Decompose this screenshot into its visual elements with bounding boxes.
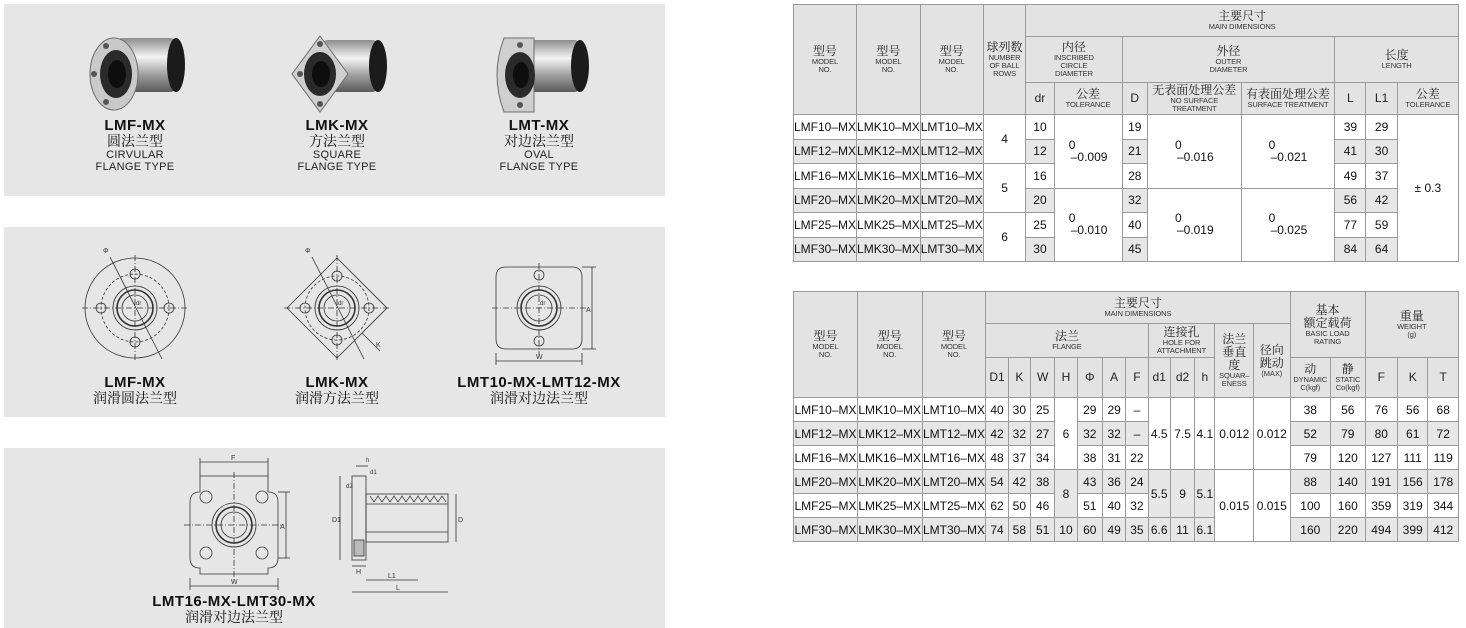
dr-label: dr	[540, 301, 546, 307]
model-cell: LMT12–MX	[922, 422, 986, 446]
model-header: 型号 MODEL NO.	[922, 292, 986, 398]
d1-cell: 54	[986, 470, 1008, 494]
product-name-cn: 方法兰型	[309, 133, 365, 149]
w-label: W	[536, 354, 543, 361]
no-surface-tolerance-header: 无表面处理公差 NO SURFACE TREATMENT	[1147, 83, 1241, 115]
d1-cell: 42	[986, 422, 1008, 446]
model-cell: LMK12–MX	[857, 422, 922, 446]
model-cell: LMF30–MX	[794, 518, 858, 542]
d-cell: 40	[1122, 213, 1147, 238]
a-cell: 49	[1102, 518, 1125, 542]
lmt-large-drawing	[134, 452, 334, 625]
model-cell: LMK10–MX	[857, 398, 922, 422]
dr-cell: 25	[1026, 213, 1054, 238]
table-row	[794, 188, 1459, 213]
phi-header: Φ	[1077, 358, 1102, 398]
w-cell: 51	[1031, 518, 1055, 542]
dr-cell: 30	[1026, 237, 1054, 262]
product-model: LMF-MX	[104, 374, 166, 391]
product-type-en: OVAL	[524, 149, 554, 161]
table-row	[794, 115, 1459, 140]
static-load-cell: 140	[1331, 470, 1365, 494]
w-cell: 38	[1031, 470, 1055, 494]
product-name-cn: 润滑方法兰型	[295, 390, 379, 406]
a-label: A	[280, 524, 285, 531]
weight-t-header: T	[1428, 358, 1459, 398]
front-view-drawing-panel	[4, 227, 665, 417]
phi-cell: 60	[1077, 518, 1102, 542]
dynamic-load-cell: 160	[1290, 518, 1331, 542]
l-cell: 39	[1335, 115, 1366, 140]
static-load-cell: 160	[1331, 494, 1365, 518]
model-cell: LMF25–MX	[794, 494, 858, 518]
no-surface-tolerance-cell: 0 –0.019	[1147, 188, 1241, 262]
model-cell: LMF12–MX	[794, 422, 858, 446]
phi-cell: 38	[1077, 446, 1102, 470]
dynamic-load-cell: 38	[1290, 398, 1331, 422]
lmf-product	[60, 28, 210, 173]
d-cell: 19	[1122, 115, 1147, 140]
a-cell: 29	[1102, 398, 1125, 422]
hole-d2-cell: 11	[1170, 518, 1194, 542]
length-tolerance-header: 公差 TOLERANCE	[1397, 83, 1458, 115]
model-cell: LMK30–MX	[857, 237, 921, 262]
f-cell: –	[1126, 422, 1148, 446]
static-load-cell: 220	[1331, 518, 1365, 542]
model-cell: LMK25–MX	[857, 213, 921, 238]
model-header: 型号 MODEL NO.	[794, 292, 858, 398]
product-name-cn: 润滑对边法兰型	[185, 609, 283, 625]
model-cell: LMT30–MX	[920, 237, 983, 262]
f-cell: –	[1126, 398, 1148, 422]
d1-small-label: d1	[370, 470, 377, 476]
product-name-cn: 圆法兰型	[107, 133, 163, 149]
dynamic-load-cell: 88	[1290, 470, 1331, 494]
product-model: LMF-MX	[104, 117, 166, 134]
w-header: W	[1031, 358, 1055, 398]
dr-label: dr	[338, 301, 344, 307]
weight-k-header: K	[1397, 358, 1427, 398]
weight-t-cell: 178	[1428, 470, 1459, 494]
k-header: K	[1008, 358, 1030, 398]
model-cell: LMK20–MX	[857, 188, 921, 213]
h-header: H	[1055, 358, 1077, 398]
w-label: W	[231, 579, 238, 586]
dr-cell: 16	[1026, 164, 1054, 189]
l-cell: 41	[1335, 139, 1366, 164]
h-cell: 8	[1055, 470, 1077, 518]
model-cell: LMT16–MX	[920, 164, 983, 189]
table-row	[794, 470, 1459, 494]
lmk-front-view-drawing	[272, 235, 402, 375]
model-cell: LMK16–MX	[857, 164, 921, 189]
hole-h-cell: 6.1	[1195, 518, 1215, 542]
l1-header: L1	[1366, 83, 1397, 115]
ball-rows-cell: 4	[983, 115, 1026, 164]
lmt-bearing-photo	[484, 28, 594, 118]
hole-d1-cell: 6.6	[1148, 518, 1170, 542]
weight-f-cell: 80	[1365, 422, 1397, 446]
l-header: L	[1335, 83, 1366, 115]
main-dimensions-header: 主要尺寸 MAIN DIMENSIONS	[986, 292, 1290, 324]
d-cell: 21	[1122, 139, 1147, 164]
l1-cell: 64	[1366, 237, 1397, 262]
model-cell: LMK12–MX	[857, 139, 921, 164]
model-header: 型号 MODEL NO.	[794, 5, 857, 115]
model-header: 型号 MODEL NO.	[920, 5, 983, 115]
model-cell: LMT20–MX	[922, 470, 986, 494]
model-cell: LMF20–MX	[794, 188, 857, 213]
no-surface-tolerance-cell: 0 –0.016	[1147, 115, 1241, 189]
l-cell: 84	[1335, 237, 1366, 262]
product-type-en: FLANGE TYPE	[297, 161, 377, 173]
k-label: K	[376, 342, 381, 349]
model-cell: LMT25–MX	[920, 213, 983, 238]
dimension-table	[793, 4, 1459, 262]
l-label: L	[396, 585, 400, 592]
d1-cell: 62	[986, 494, 1008, 518]
product-model: LMT-MX	[508, 117, 570, 134]
hole-h-cell: 5.1	[1195, 470, 1215, 518]
model-cell: LMF20–MX	[794, 470, 858, 494]
model-cell: LMK30–MX	[857, 518, 922, 542]
model-cell: LMK20–MX	[857, 470, 922, 494]
table-row	[794, 494, 1459, 518]
k-cell: 30	[1008, 398, 1030, 422]
lmt-small-drawing	[444, 235, 634, 406]
model-header: 型号 MODEL NO.	[857, 292, 922, 398]
weight-k-cell: 399	[1397, 518, 1427, 542]
lmf-bearing-photo	[80, 28, 190, 118]
l1-cell: 29	[1366, 115, 1397, 140]
hole-h-header: h	[1195, 358, 1215, 398]
radial-runout-cell: 0.015	[1254, 470, 1291, 542]
phi-label: Φ	[103, 248, 109, 255]
model-cell: LMT16–MX	[922, 446, 986, 470]
hole-d2-cell: 9	[1170, 470, 1194, 518]
product-type-en: SQUARE	[312, 149, 362, 161]
lmf-front-view-drawing	[70, 235, 200, 375]
model-cell: LMF16–MX	[794, 164, 857, 189]
weight-f-cell: 127	[1365, 446, 1397, 470]
weight-k-cell: 111	[1397, 446, 1427, 470]
d1-cell: 40	[986, 398, 1008, 422]
table-row	[794, 422, 1459, 446]
table-row	[794, 213, 1459, 238]
d1-cell: 74	[986, 518, 1008, 542]
l1-cell: 59	[1366, 213, 1397, 238]
k-cell: 58	[1008, 518, 1030, 542]
weight-t-cell: 72	[1428, 422, 1459, 446]
main-dimensions-header: 主要尺寸 MAIN DIMENSIONS	[1026, 5, 1459, 37]
length-header: 长度 LENGTH	[1335, 37, 1459, 83]
l1-cell: 42	[1366, 188, 1397, 213]
product-name-cn: 润滑对边法兰型	[490, 390, 588, 406]
hole-d2-header: d2	[1170, 358, 1194, 398]
surface-tolerance-cell: 0 –0.021	[1241, 115, 1335, 189]
radial-runout-cell: 0.012	[1254, 398, 1291, 470]
flange-header: 法兰 FLANGE	[986, 324, 1148, 358]
d1-header: D1	[986, 358, 1008, 398]
lmt-front-view-drawing	[474, 235, 604, 375]
a-cell: 36	[1102, 470, 1125, 494]
length-tolerance-cell: ± 0.3	[1397, 115, 1458, 262]
hole-h-cell: 4.1	[1195, 398, 1215, 470]
hole-d1-cell: 5.5	[1148, 470, 1170, 518]
h-label: H	[356, 569, 362, 576]
table-row	[794, 237, 1459, 262]
f-header: F	[1126, 358, 1148, 398]
product-model: LMK-MX	[305, 117, 369, 134]
product-type-en: FLANGE TYPE	[499, 161, 579, 173]
phi-cell: 51	[1077, 494, 1102, 518]
model-cell: LMT20–MX	[920, 188, 983, 213]
weight-f-cell: 359	[1365, 494, 1397, 518]
d-cell: 45	[1122, 237, 1147, 262]
f-cell: 32	[1126, 494, 1148, 518]
dr-label: dr	[136, 301, 142, 307]
model-header: 型号 MODEL NO.	[857, 5, 921, 115]
f-cell: 35	[1126, 518, 1148, 542]
weight-f-cell: 191	[1365, 470, 1397, 494]
model-cell: LMF25–MX	[794, 213, 857, 238]
product-type-en: FLANGE TYPE	[95, 161, 175, 173]
squareness-cell: 0.015	[1215, 470, 1254, 542]
model-cell: LMF10–MX	[794, 398, 858, 422]
table-row	[794, 139, 1459, 164]
static-load-header: 静 STATIC Co(kgf)	[1331, 358, 1365, 398]
a-label: A	[586, 307, 591, 314]
static-load-cell: 120	[1331, 446, 1365, 470]
phi-label: Φ	[305, 248, 311, 255]
model-cell: LMF30–MX	[794, 237, 857, 262]
l1-cell: 30	[1366, 139, 1397, 164]
lmk-product	[262, 28, 412, 173]
inner-diameter-header: 内径 INSCRIBED CIRCLE DIAMETER	[1026, 37, 1122, 83]
model-cell: LMT30–MX	[922, 518, 986, 542]
product-model: LMT10-MX-LMT12-MX	[457, 374, 621, 391]
model-cell: LMT10–MX	[920, 115, 983, 140]
product-name-cn: 润滑圆法兰型	[93, 390, 177, 406]
l1-label: L1	[388, 573, 396, 580]
dr-cell: 10	[1026, 115, 1054, 140]
table-row	[794, 518, 1459, 542]
tolerance-header: 公差 TOLERANCE	[1054, 83, 1122, 115]
f-cell: 24	[1126, 470, 1148, 494]
dr-header: dr	[1026, 83, 1054, 115]
dr-cell: 20	[1026, 188, 1054, 213]
d-cell: 32	[1122, 188, 1147, 213]
f-label: F	[231, 455, 236, 462]
l-cell: 56	[1335, 188, 1366, 213]
d-cell: 28	[1122, 164, 1147, 189]
k-cell: 37	[1008, 446, 1030, 470]
product-photo-panel	[4, 4, 665, 196]
weight-t-cell: 412	[1428, 518, 1459, 542]
dr-cell: 12	[1026, 139, 1054, 164]
surface-tolerance-cell: 0 –0.025	[1241, 188, 1335, 262]
product-model: LMT16-MX-LMT30-MX	[152, 593, 316, 610]
w-cell: 34	[1031, 446, 1055, 470]
static-load-cell: 79	[1331, 422, 1365, 446]
model-cell: LMK25–MX	[857, 494, 922, 518]
hole-d1-cell: 4.5	[1148, 398, 1170, 470]
product-name-cn: 对边法兰型	[504, 133, 574, 149]
lmt-large-front-view-drawing	[174, 452, 294, 594]
l-cell: 49	[1335, 164, 1366, 189]
table-row	[794, 446, 1459, 470]
product-model: LMK-MX	[305, 374, 369, 391]
w-cell: 27	[1031, 422, 1055, 446]
d-header: D	[1122, 83, 1147, 115]
w-cell: 46	[1031, 494, 1055, 518]
a-cell: 40	[1102, 494, 1125, 518]
squareness-header: 法兰 垂直 度 SQUAR– ENESS	[1215, 324, 1254, 398]
side-section-drawing	[326, 452, 476, 602]
weight-header: 重量 WEIGHT (g)	[1365, 292, 1458, 358]
weight-t-cell: 68	[1428, 398, 1459, 422]
a-cell: 32	[1102, 422, 1125, 446]
attachment-hole-header: 连接孔 HOLE FOR ATTACHMENT	[1148, 324, 1215, 358]
weight-f-header: F	[1365, 358, 1397, 398]
lmt-product	[464, 28, 614, 173]
f-cell: 22	[1126, 446, 1148, 470]
static-load-cell: 56	[1331, 398, 1365, 422]
d1-cell: 48	[986, 446, 1008, 470]
lmt-section-drawing	[326, 452, 476, 602]
d2-label: d2	[346, 484, 353, 490]
k-cell: 32	[1008, 422, 1030, 446]
phi-cell: 29	[1077, 398, 1102, 422]
a-header: A	[1102, 358, 1125, 398]
w-cell: 25	[1031, 398, 1055, 422]
dynamic-load-cell: 79	[1290, 446, 1331, 470]
weight-k-cell: 319	[1397, 494, 1427, 518]
load-rating-header: 基本 额定载荷 BASIC LOAD RATING	[1290, 292, 1365, 358]
lmk-bearing-photo	[282, 28, 392, 118]
dr-tolerance-cell: 0 –0.010	[1054, 188, 1122, 262]
model-cell: LMF12–MX	[794, 139, 857, 164]
weight-t-cell: 344	[1428, 494, 1459, 518]
flange-load-weight-table	[793, 291, 1459, 542]
detail-drawing-panel	[4, 448, 665, 628]
dynamic-load-cell: 100	[1290, 494, 1331, 518]
l-cell: 77	[1335, 213, 1366, 238]
d1-outer-label: D1	[332, 517, 341, 524]
table-row	[794, 164, 1459, 189]
radial-runout-header: 径向 跳动 (MAX)	[1254, 324, 1291, 398]
hole-d2-cell: 7.5	[1170, 398, 1194, 470]
model-cell: LMK10–MX	[857, 115, 921, 140]
weight-k-cell: 156	[1397, 470, 1427, 494]
squareness-cell: 0.012	[1215, 398, 1254, 470]
model-cell: LMK16–MX	[857, 446, 922, 470]
ball-rows-cell: 6	[983, 213, 1026, 262]
weight-f-cell: 494	[1365, 518, 1397, 542]
lmf-drawing	[60, 235, 210, 406]
hole-d1-header: d1	[1148, 358, 1170, 398]
weight-k-cell: 56	[1397, 398, 1427, 422]
h-cell: 6	[1055, 398, 1077, 470]
phi-cell: 32	[1077, 422, 1102, 446]
model-cell: LMT25–MX	[922, 494, 986, 518]
h-small-label: h	[366, 458, 370, 464]
dr-tolerance-cell: 0 –0.009	[1054, 115, 1122, 189]
k-cell: 50	[1008, 494, 1030, 518]
a-cell: 31	[1102, 446, 1125, 470]
dynamic-load-cell: 52	[1290, 422, 1331, 446]
phi-cell: 43	[1077, 470, 1102, 494]
product-type-en: CIRVULAR	[106, 149, 164, 161]
k-cell: 42	[1008, 470, 1030, 494]
outer-diameter-header: 外径 OUTER DIAMETER	[1122, 37, 1335, 83]
ball-rows-cell: 5	[983, 164, 1026, 213]
weight-t-cell: 119	[1428, 446, 1459, 470]
d-label: D	[458, 517, 464, 524]
model-cell: LMF16–MX	[794, 446, 858, 470]
weight-k-cell: 61	[1397, 422, 1427, 446]
weight-f-cell: 76	[1365, 398, 1397, 422]
model-cell: LMT12–MX	[920, 139, 983, 164]
l1-cell: 37	[1366, 164, 1397, 189]
surface-tolerance-header: 有表面处理公差 SURFACE TREATMENT	[1241, 83, 1335, 115]
model-cell: LMF10–MX	[794, 115, 857, 140]
h-cell: 10	[1055, 518, 1077, 542]
dynamic-load-header: 动 DYNAMIC C(kgf)	[1290, 358, 1331, 398]
lmk-drawing	[262, 235, 412, 406]
ball-rows-header: 球列数 NUMBER OF BALL ROWS	[983, 5, 1026, 115]
table-row	[794, 398, 1459, 422]
model-cell: LMT10–MX	[922, 398, 986, 422]
